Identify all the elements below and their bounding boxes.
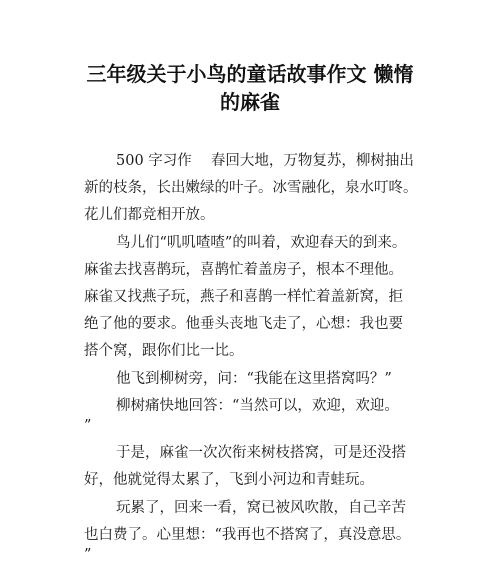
article-title	[60, 60, 440, 116]
body-line: 绝了他的要求。他垂头丧地飞走了，心想：我也要	[84, 316, 403, 332]
body-line: 他飞到柳树旁，问：“我能在这里搭窝吗？”	[116, 371, 392, 387]
body-line: ”	[84, 547, 92, 563]
body-line: 也白费了。心里想：“我再也不搭窝了，真没意思。	[84, 527, 411, 543]
body-line: ”	[84, 418, 92, 434]
body-line: 花儿们都竞相开放。	[84, 207, 215, 223]
body-line: 搭个窝，跟你们比一比。	[84, 343, 244, 359]
body-line: 好，他就觉得太累了，飞到小河边和青蛙玩。	[84, 472, 374, 488]
body-line: 玩累了，回来一看，窝已被风吹散，自己辛苦	[116, 500, 406, 516]
title-line-2: 的麻雀	[220, 90, 280, 114]
body-line: 于是，麻雀一次次衔来树枝搭窝，可是还没搭	[116, 445, 406, 461]
body-line: 新的枝条，长出嫩绿的叶子。冰雪融化，泉水叮咚。	[84, 180, 418, 196]
title-line-1: 三年级关于小鸟的童话故事作文 懒惰	[86, 62, 414, 86]
body-line: 鸟儿们“叽叽喳喳”的叫着，欢迎春天的到来。	[116, 235, 407, 251]
body-line: 麻雀去找喜鹊玩，喜鹊忙着盖房子，根本不理他。	[84, 262, 403, 278]
body-line: 柳树痛快地回答：“当然可以，欢迎，欢迎。	[116, 398, 399, 414]
body-line: 麻雀又找燕子玩，燕子和喜鹊一样忙着盖新窝，拒	[84, 289, 403, 305]
body-line: 500 字习作 春回大地，万物复苏，柳树抽出	[116, 153, 414, 169]
